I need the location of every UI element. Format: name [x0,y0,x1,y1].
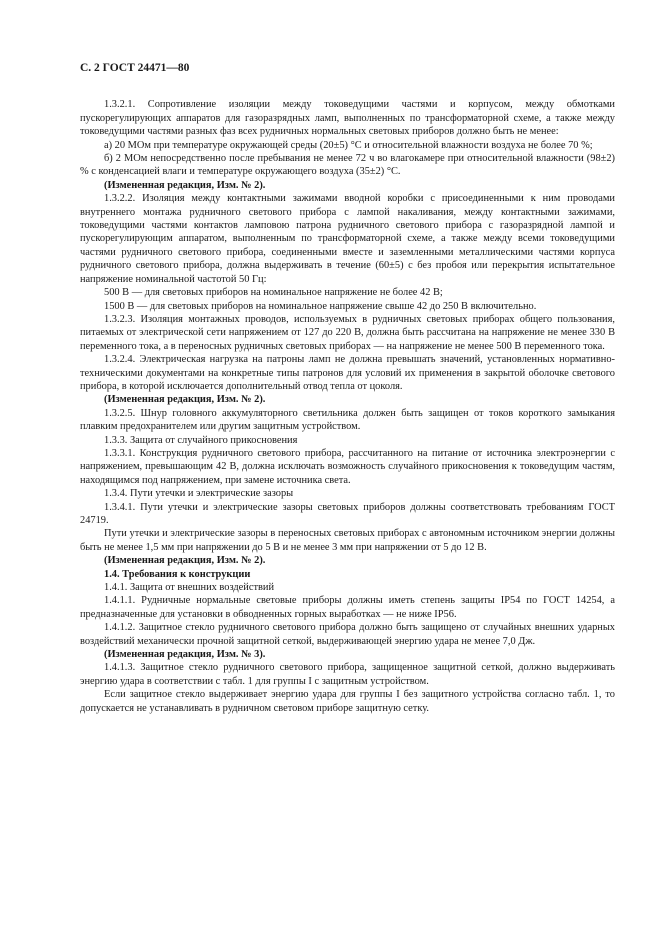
paragraph: 1.4.1.2. Защитное стекло рудничного светового прибора должно быть защищено от случайных внешних ударных воздействий механически прочной защитной сеткой, выдерживающей энергию удара не менее 7,0 Дж. [80,622,615,647]
note-paragraph: (Измененная редакция, Изм. № 2). [104,394,266,406]
paragraph: 1.3.2.5. Шнур головного аккумуляторного светильника должен быть защищен от токов короткого замыкания плавким предохранителем или другим защитным устройством. [80,407,615,433]
paragraph: Пути утечки и электрические зазоры в переносных световых приборах с автономным источником энергии должны быть не менее 1,5 мм при напряжении до 5 В и не менее 3 мм при напряжении от 5 до 12 В. [80,528,615,553]
paragraph: 1.3.3. Защита от случайного прикосновения [104,434,298,446]
paragraph: 1.3.2.4. Электрическая нагрузка на патроны ламп не должна превышать значений, установленных нормативно-техническими документами на конкретные типы патронов для условий их применения в закрытой оболочке светового прибора, в которой исключается дополнительный отвод тепла от цоколя. [80,354,615,392]
paragraph: а) 20 МОм при температуре окружающей среды (20±5) °С и относительной влажности воздуха не более 70 %; [104,139,593,151]
note-paragraph: 1.4. Требования к конструкции [104,568,251,580]
note-paragraph: (Измененная редакция, Изм. № 2). [104,179,266,191]
paragraph: 1500 В — для световых приборов на номинальное напряжение свыше 42 до 250 В включительно. [104,300,537,312]
note-paragraph: (Измененная редакция, Изм. № 2). [104,555,266,567]
paragraph: Если защитное стекло выдерживает энергию удара для группы I без защитного устройства согласно табл. 1, то допускается не устанавливать в рудничном световом приборе защитную сетку. [80,689,615,714]
paragraph: 1.3.4.1. Пути утечки и электрические зазоры световых приборов должны соответствовать требованиям ГОСТ 24719. [80,501,615,526]
paragraph: 1.3.3.1. Конструкция рудничного светового прибора, рассчитанного на питание от источника электроэнергии с напряжением, превышающим 42 В, должна исключать возможность случайного прикосновения к токоведущим частям, находящимся под напряжением, при замене источника света. [80,447,615,486]
paragraph: 1.4.1. Защита от внешних воздействий [104,582,275,594]
note-paragraph: (Измененная редакция, Изм. № 3). [104,649,266,661]
paragraph: 1.3.2.1. Сопротивление изоляции между токоведущими частями и корпусом, между обмотками пускорегулирующих аппаратов для газоразрядных ламп, выполненных по трансформаторной схеме, а также между токоведущими частями разных фаз всех рудничных нормальных световых приборов должно быть не менее: [80,99,615,138]
paragraph: 1.3.2.3. Изоляция монтажных проводов, используемых в рудничных световых приборах общего пользования, питаемых от электрической сети напряжением от 127 до 220 В, должна быть рассчитана на напряжение не менее 330 В переменного тока, а в переносных рудничных световых приборах — на напряжение не менее 500 В переменного тока. [80,313,615,352]
paragraph: 500 В — для световых приборов на номинальное напряжение не более 42 В; [104,287,443,299]
page-header: С. 2 ГОСТ 24471—80 [80,62,190,74]
paragraph: 1.3.2.2. Изоляция между контактными зажимами вводной коробки с присоединенными к ним проводами внутреннего монтажа рудничного светового прибора с лампой накаливания, между контактными зажимами, токоведущими частями контактов ламповою патрона рудничного светового прибора с газоразрядной лампой и пускорегулирующим аппаратом, выполненным по трансформаторной схеме, а также между всеми токоведущими частями рудничного светового прибора, соединенными вместе и заземленными металлическими частями корпуса рудничного светового прибора, должна выдерживать в течение (60±5) с без пробоя или перекрытия испытательное напряжение номинальной частотой 50 Гц: [80,193,615,285]
paragraph: 1.4.1.1. Рудничные нормальные световые приборы должны иметь степень защиты IP54 по ГОСТ 14254, а предназначенные для установки в обводненных горных выработках — не ниже IP56. [80,595,615,620]
paragraph: б) 2 МОм непосредственно после пребывания не менее 72 ч во влагокамере при относительной влажности (98±2) % с конденсацией влаги и температуре окружающего воздуха (35±2) °С. [80,153,615,178]
document-page [80,62,615,715]
paragraph: 1.3.4. Пути утечки и электрические зазоры [104,488,294,500]
paragraph: 1.4.1.3. Защитное стекло рудничного светового прибора, защищенное защитной сеткой, должно выдерживать энергию удара в соответствии с табл. 1 для группы I с защитным устройством. [80,662,615,687]
document-body [80,98,615,715]
